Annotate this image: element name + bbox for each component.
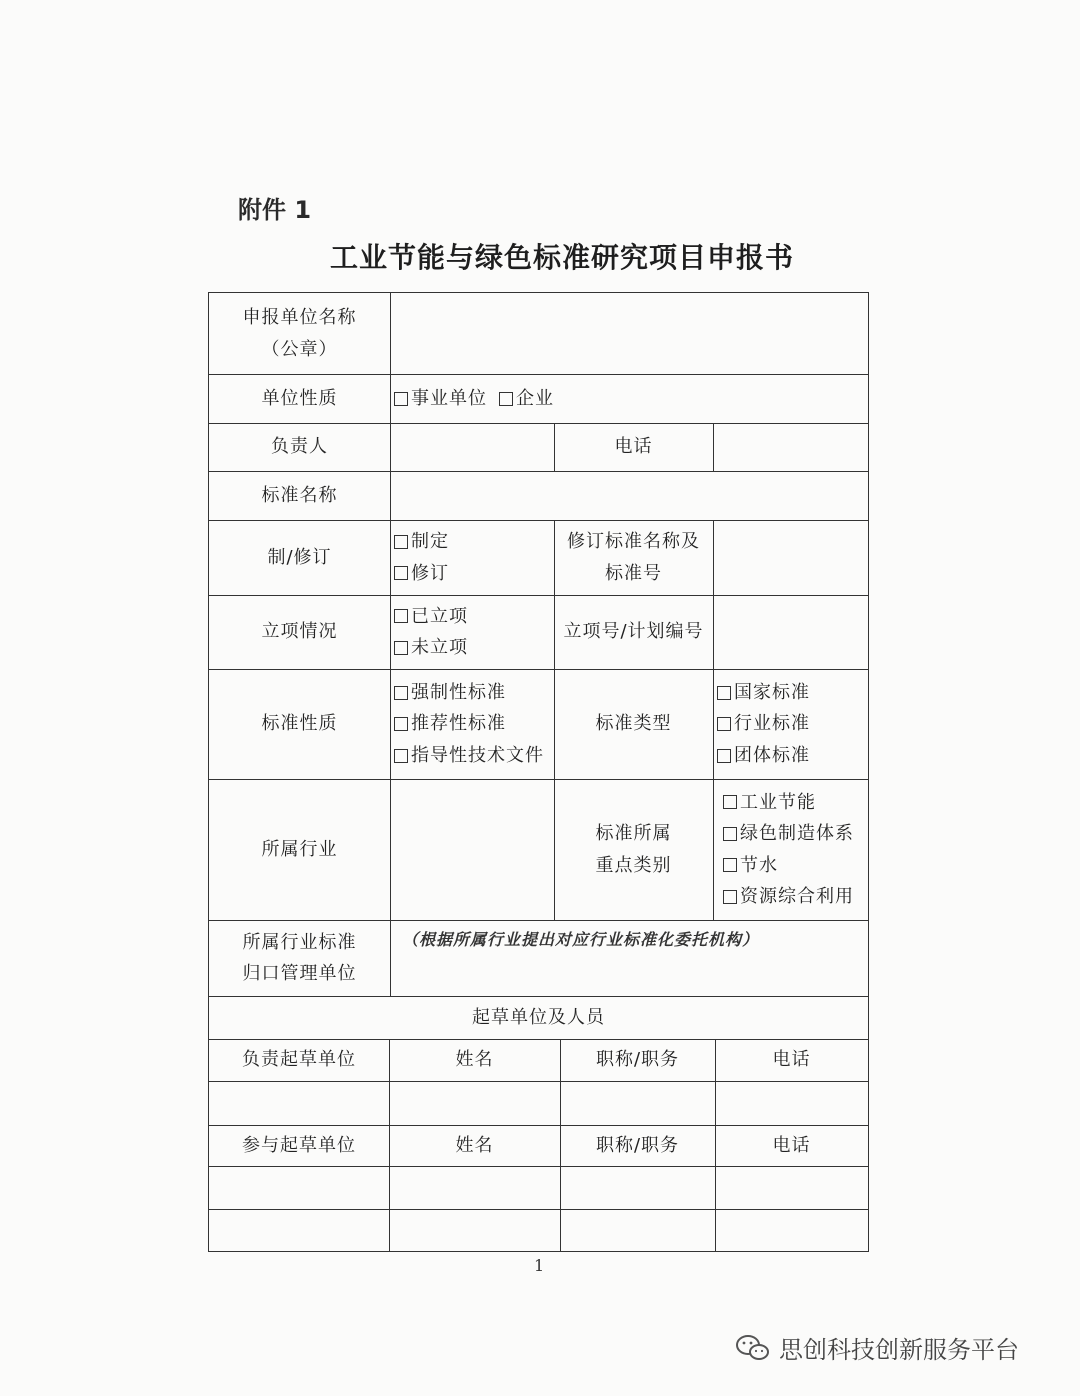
revised-standard-label — [554, 520, 713, 595]
participant-phone-header: 电话 — [772, 1134, 811, 1156]
drafters-section-title: 起草单位及人员 — [472, 1006, 605, 1028]
checkbox-icon — [394, 717, 408, 731]
applicant-label-line2: （公章） — [261, 338, 338, 360]
option-label: 未立项 — [411, 637, 468, 658]
phone-field[interactable] — [713, 423, 868, 471]
checkbox-icon — [723, 858, 737, 872]
participant-drafter-label: 参与起草单位 — [242, 1134, 356, 1156]
checkbox-industry[interactable] — [717, 708, 810, 740]
unit-nature-label: 单位性质 — [261, 387, 338, 409]
checkbox-green-manufacturing[interactable] — [723, 818, 854, 850]
industry-admin-field[interactable] — [390, 920, 868, 996]
checkbox-icon — [394, 535, 408, 549]
checkbox-icon — [723, 827, 737, 841]
revised-standard-label-line1: 修订标准名称及 — [567, 531, 700, 552]
industry-admin-label-line2: 归口管理单位 — [242, 963, 357, 984]
checkbox-not-approved[interactable] — [394, 632, 468, 664]
lead-name-header: 姓名 — [455, 1049, 494, 1071]
category-label — [554, 779, 713, 920]
revise-label: 制/修订 — [267, 546, 332, 568]
checkbox-recommended[interactable] — [394, 708, 506, 740]
standard-type-options — [713, 669, 868, 779]
checkbox-icon — [723, 795, 737, 809]
category-options — [713, 779, 868, 920]
standard-name-label: 标准名称 — [261, 484, 338, 506]
checkbox-icon — [394, 686, 408, 700]
industry-field[interactable] — [390, 779, 554, 920]
project-status-options — [390, 595, 554, 669]
revised-standard-field[interactable] — [713, 520, 868, 595]
checkbox-water-saving[interactable] — [723, 850, 778, 882]
watermark — [735, 1330, 1019, 1365]
checkbox-group[interactable] — [717, 740, 810, 772]
revised-standard-label-line2: 标准号 — [605, 562, 662, 584]
applicant-field[interactable] — [390, 293, 868, 374]
option-label: 企业 — [516, 387, 554, 409]
checkbox-icon — [394, 641, 408, 655]
standard-type-label: 标准类型 — [595, 713, 672, 735]
project-number-label: 立项号/计划编号 — [563, 621, 704, 643]
checkbox-formulate[interactable] — [394, 526, 449, 558]
participant-name-header: 姓名 — [455, 1134, 494, 1156]
checkbox-icon — [499, 392, 513, 406]
checkbox-approved[interactable] — [394, 601, 468, 633]
participant-unit-field-1[interactable] — [209, 1166, 389, 1209]
checkbox-icon — [394, 609, 408, 623]
option-label: 行业标准 — [734, 713, 810, 735]
leader-field[interactable] — [390, 423, 554, 471]
page-number: 1 — [534, 1256, 545, 1275]
phone-label: 电话 — [614, 436, 653, 458]
leader-label: 负责人 — [271, 436, 328, 458]
lead-drafter-label: 负责起草单位 — [242, 1049, 356, 1071]
option-label: 团体标准 — [734, 744, 810, 766]
checkbox-revise[interactable] — [394, 558, 449, 590]
checkbox-icon — [717, 686, 731, 700]
wechat-icon — [735, 1334, 771, 1362]
participant-title-header: 职称/职务 — [595, 1134, 680, 1156]
option-label: 资源综合利用 — [740, 886, 854, 907]
watermark-text: 思创科技创新服务平台 — [779, 1336, 1019, 1364]
lead-title-header: 职称/职务 — [595, 1049, 680, 1071]
unit-nature-options — [390, 374, 868, 423]
standard-nature-label: 标准性质 — [261, 713, 338, 735]
checkbox-icon — [717, 717, 731, 731]
option-label: 指导性技术文件 — [411, 744, 544, 766]
industry-label: 所属行业 — [261, 838, 338, 860]
applicant-label-line1: 申报单位名称 — [242, 307, 357, 328]
lead-phone-field[interactable] — [715, 1081, 868, 1125]
applicant-label — [209, 293, 390, 374]
option-label: 已立项 — [411, 605, 468, 627]
participant-title-field-1[interactable] — [560, 1166, 715, 1209]
checkbox-icon — [394, 749, 408, 763]
lead-phone-header: 电话 — [772, 1049, 811, 1071]
checkbox-icon — [717, 749, 731, 763]
project-status-label: 立项情况 — [261, 621, 338, 643]
checkbox-guidance-doc[interactable] — [394, 740, 544, 772]
option-label: 事业单位 — [411, 387, 487, 409]
form-title: 工业节能与绿色标准研究项目申报书 — [330, 241, 795, 274]
participant-title-field-2[interactable] — [560, 1209, 715, 1251]
participant-unit-field-2[interactable] — [209, 1209, 389, 1251]
category-label-line2: 重点类别 — [595, 854, 672, 876]
lead-name-field[interactable] — [389, 1081, 560, 1125]
category-label-line1: 标准所属 — [595, 823, 672, 844]
industry-admin-note: （根据所属行业提出对应行业标准化委托机构） — [402, 930, 760, 949]
application-form-table — [208, 292, 869, 1252]
checkbox-icon — [394, 566, 408, 580]
option-label: 修订 — [411, 562, 449, 584]
checkbox-national[interactable] — [717, 677, 810, 709]
option-label: 国家标准 — [734, 681, 810, 703]
participant-name-field-1[interactable] — [389, 1166, 560, 1209]
project-number-field[interactable] — [713, 595, 868, 669]
attachment-label: 附件 1 — [238, 196, 312, 224]
standard-name-field[interactable] — [390, 471, 868, 520]
checkbox-icon — [394, 392, 408, 406]
lead-title-field[interactable] — [560, 1081, 715, 1125]
lead-unit-field[interactable] — [209, 1081, 389, 1125]
participant-phone-field-1[interactable] — [715, 1166, 868, 1209]
revise-options — [390, 520, 554, 595]
option-label: 制定 — [411, 531, 449, 552]
option-label: 绿色制造体系 — [740, 823, 854, 844]
option-label: 推荐性标准 — [411, 713, 506, 735]
option-label: 强制性标准 — [411, 681, 506, 703]
industry-admin-label — [209, 920, 390, 996]
option-label: 工业节能 — [740, 791, 816, 813]
checkbox-energy-saving[interactable] — [723, 787, 816, 819]
participant-phone-field-2[interactable] — [715, 1209, 868, 1251]
checkbox-public-institution[interactable] — [394, 383, 487, 415]
option-label: 节水 — [740, 854, 778, 876]
industry-admin-label-line1: 所属行业标准 — [242, 931, 357, 953]
checkbox-mandatory[interactable] — [394, 677, 506, 709]
standard-nature-options — [390, 669, 554, 779]
checkbox-icon — [723, 890, 737, 904]
checkbox-resource-utilization[interactable] — [723, 881, 854, 913]
checkbox-enterprise[interactable] — [499, 383, 554, 415]
participant-name-field-2[interactable] — [389, 1209, 560, 1251]
